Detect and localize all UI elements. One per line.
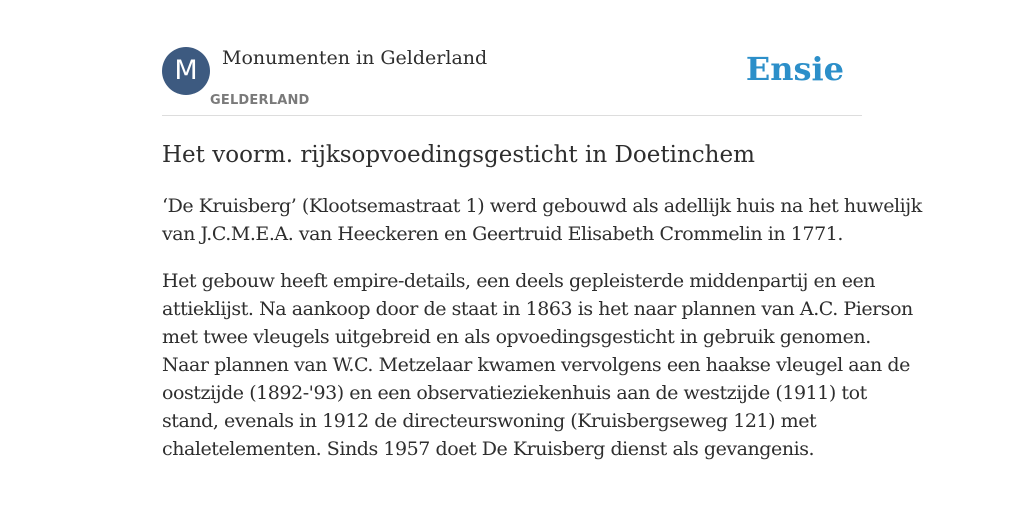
entry-paragraph-1 <box>162 192 922 248</box>
collection-title-link[interactable]: Monumenten in Gelderland <box>222 47 488 69</box>
entry-paragraph-2 <box>162 267 913 463</box>
header <box>162 0 862 116</box>
paragraph-line: met twee vleugels uitgebreid en als opvoedingsgesticht in gebruik genomen. <box>162 326 871 348</box>
paragraph-line: stand, evenals in 1912 de directeurswoning (Kruisbergseweg 121) met <box>162 410 817 432</box>
paragraph-line: Naar plannen van W.C. Metzelaar kwamen vervolgens een haakse vleugel aan de <box>162 354 910 376</box>
divider <box>162 115 862 116</box>
paragraph-line: attieklijst. Na aankoop door de staat in 1863 is het naar plannen van A.C. Pierson <box>162 298 913 320</box>
paragraph-line: Het gebouw heeft empire-details, een deels gepleisterde middenpartij en een <box>162 270 876 292</box>
paragraph-line: oostzijde (1892-'93) en een observatieziekenhuis aan de westzijde (1911) tot <box>162 382 867 404</box>
paragraph-line: ‘De Kruisberg’ (Klootsemastraat 1) werd gebouwd als adellijk huis na het huwelijk <box>162 195 922 217</box>
entry-title: Het voorm. rijksopvoedingsgesticht in Doetinchem <box>162 142 755 168</box>
paragraph-line: van J.C.M.E.A. van Heeckeren en Geertruid Elisabeth Crommelin in 1771. <box>162 223 843 245</box>
avatar[interactable]: M <box>162 47 210 95</box>
collection-tag[interactable]: GELDERLAND <box>210 93 310 108</box>
entry-card <box>162 0 922 512</box>
paragraph-line: chaletelementen. Sinds 1957 doet De Kruisberg dienst als gevangenis. <box>162 438 815 460</box>
ensie-logo[interactable]: Ensie <box>745 50 844 88</box>
